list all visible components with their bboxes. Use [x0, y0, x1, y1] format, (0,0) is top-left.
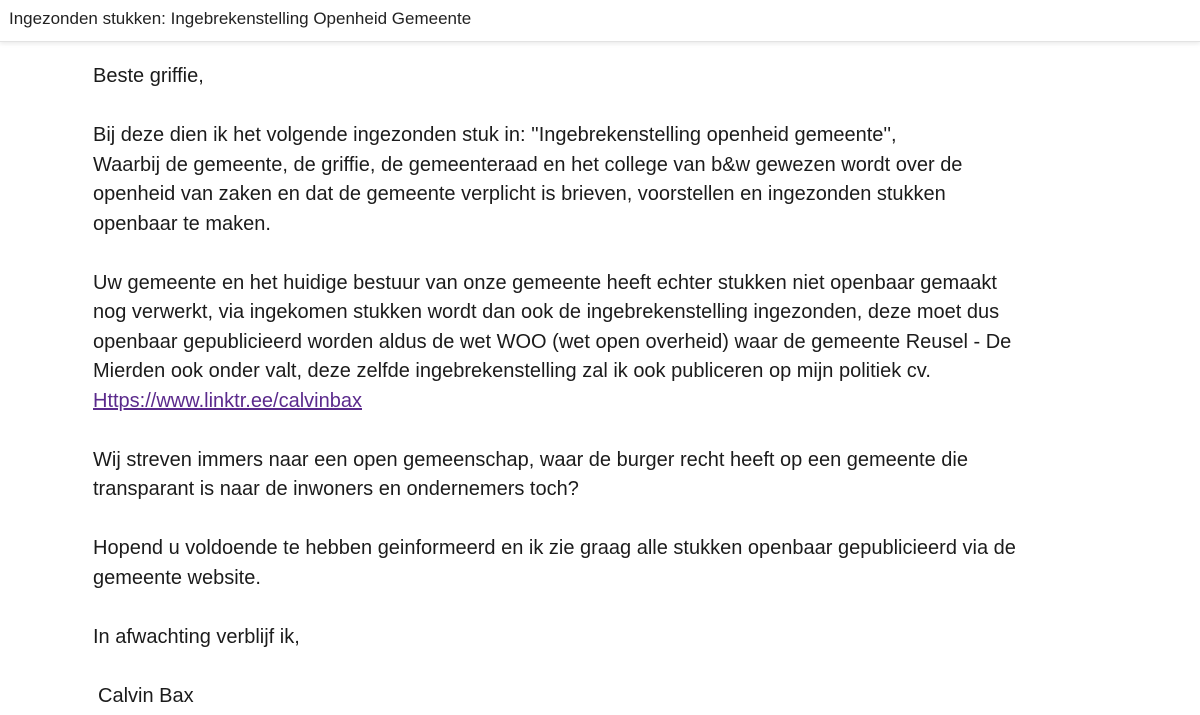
paragraph-1	[93, 121, 1188, 239]
paragraph-3-line: transparant is naar de inwoners en ondernemers toch?	[93, 478, 579, 500]
paragraph-1-line: openheid van zaken en dat de gemeente verplicht is brieven, voorstellen en ingezonden stukken	[93, 183, 946, 205]
closing	[93, 623, 1188, 653]
paragraph-2-line: openbaar gepublicieerd worden aldus de wet WOO (wet open overheid) waar de gemeente Reusel - De	[93, 330, 1012, 353]
paragraph-3-line: Wij streven immers naar een open gemeenschap, waar de burger recht heeft op een gemeente die	[93, 448, 968, 471]
paragraph-3	[93, 446, 1188, 505]
paragraph-2-line: Uw gemeente en het huidige bestuur van onze gemeente heeft echter stukken niet openbaar gemaakt	[93, 271, 997, 294]
paragraph-4	[93, 534, 1188, 593]
paragraph-4-line: gemeente website.	[93, 566, 261, 589]
closing-text: In afwachting verblijf ik,	[93, 625, 300, 648]
subject-title: Ingezonden stukken: Ingebrekenstelling Openheid Gemeente	[9, 9, 472, 28]
subject-header	[0, 0, 1200, 42]
signature-name: Calvin Bax	[98, 684, 194, 707]
paragraph-2-line: nog verwerkt, via ingekomen stukken wordt dan ook de ingebrekenstelling ingezonden, deze moet dus	[93, 301, 1000, 323]
message-body	[93, 62, 1188, 711]
greeting	[93, 62, 1188, 92]
greeting-text: Beste griffie,	[93, 65, 204, 87]
paragraph-2-line: Mierden ook onder valt, deze zelfde ingebrekenstelling zal ik ook publiceren op mijn politiek cv.	[93, 360, 931, 382]
signature	[93, 682, 1188, 712]
paragraph-1-line: Bij deze dien ik het volgende ingezonden stuk in: ''Ingebrekenstelling openheid gemeente'',	[93, 124, 897, 146]
linktree-link[interactable]: Https://www.linktr.ee/calvinbax	[93, 389, 362, 412]
paragraph-2	[93, 269, 1188, 417]
paragraph-4-line: Hopend u voldoende te hebben geinformeerd en ik zie graag alle stukken openbaar gepublicieerd via de	[93, 537, 1016, 559]
paragraph-1-line: openbaar te maken.	[93, 212, 271, 235]
paragraph-1-line: Waarbij de gemeente, de griffie, de gemeenteraad en het college van b&w gewezen wordt over de	[93, 153, 963, 176]
